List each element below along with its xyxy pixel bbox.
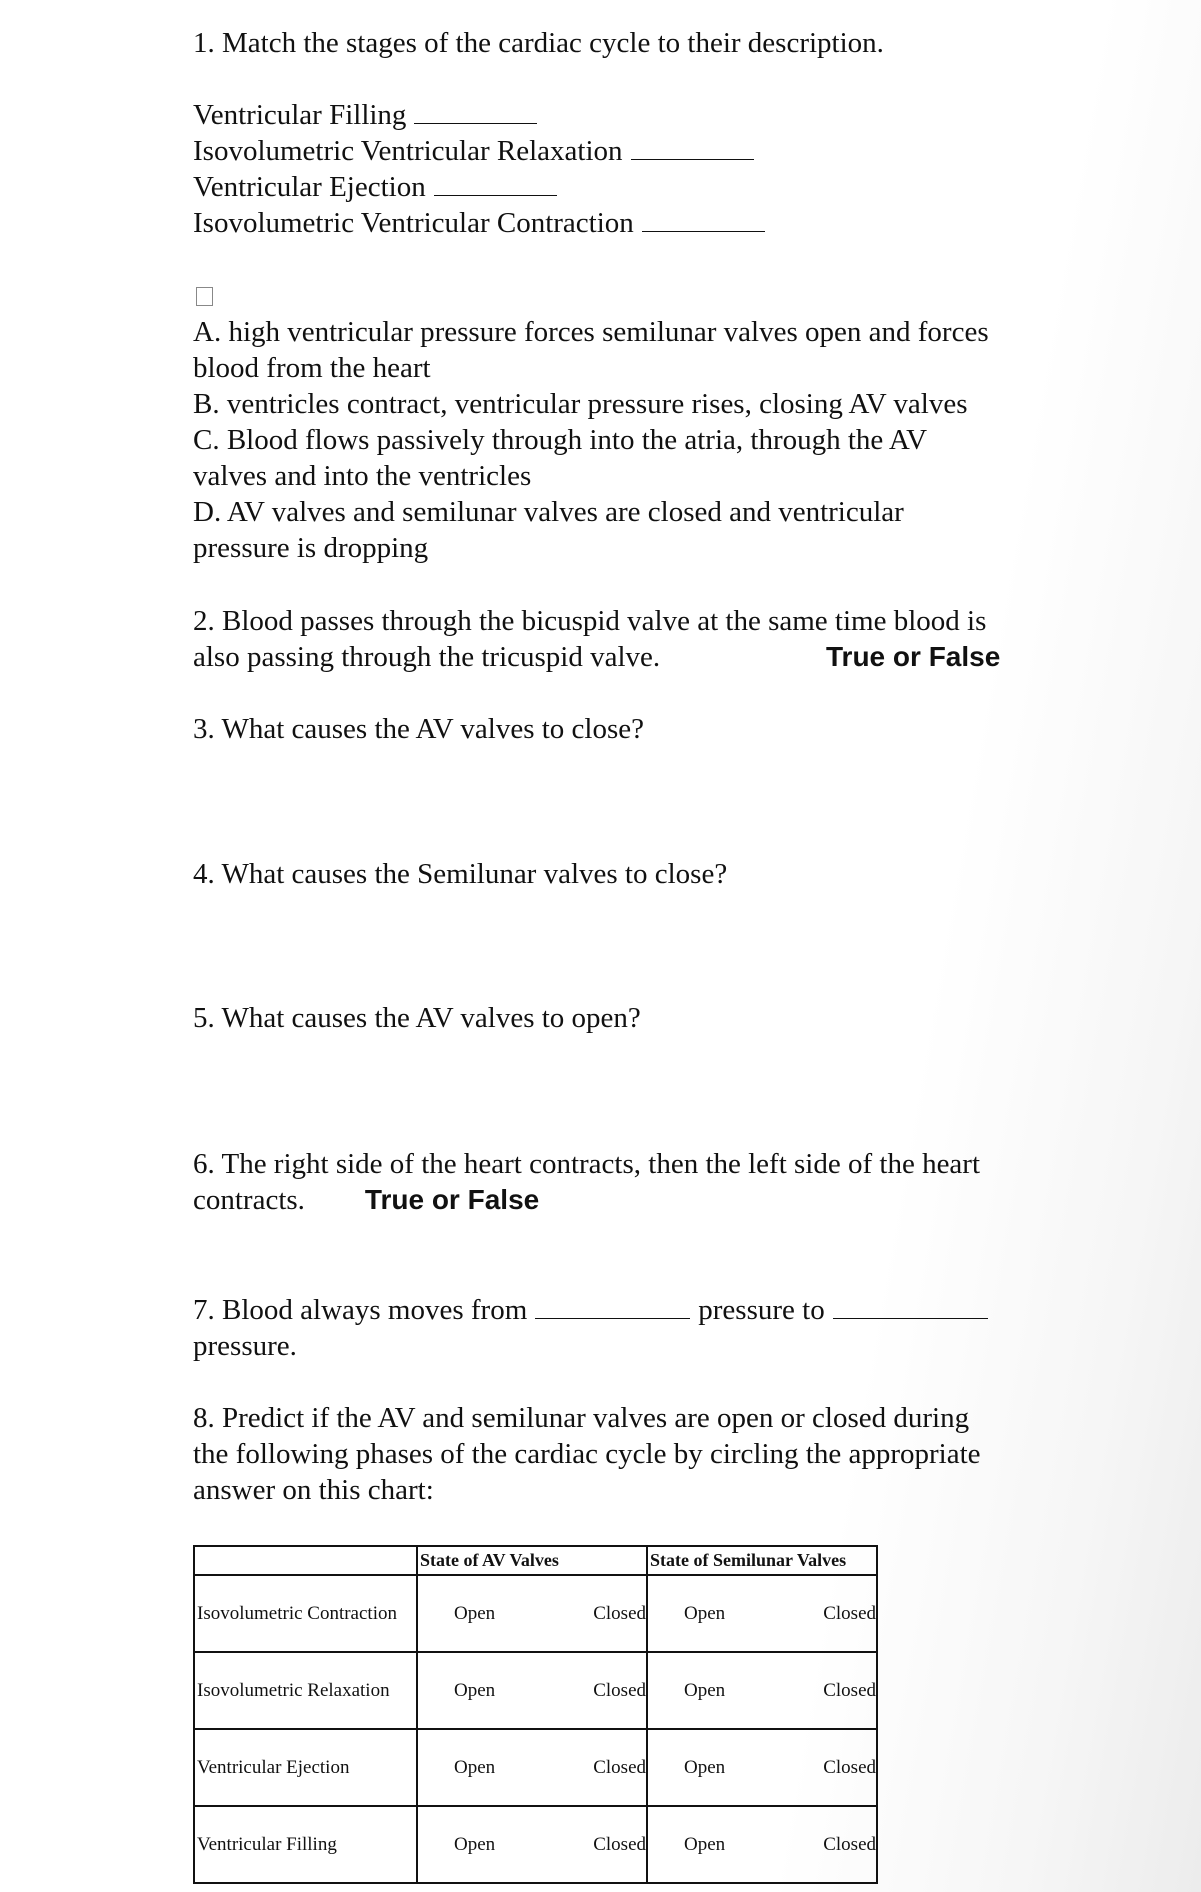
chart-header-semilunar: State of Semilunar Valves [647, 1546, 877, 1575]
closed-option[interactable]: Closed [823, 1756, 876, 1778]
checkbox[interactable] [196, 287, 213, 306]
stage-item [193, 133, 754, 169]
valve-state-chart [193, 1545, 878, 1884]
phase-label: Ventricular Filling [194, 1806, 417, 1883]
option-line: blood from the heart [193, 352, 431, 384]
question-2-text: also passing through the tricuspid valve. [193, 641, 661, 673]
av-cell [417, 1652, 647, 1729]
question-4: 4. What causes the Semilunar valves to close? [193, 858, 728, 890]
semilunar-cell [647, 1575, 877, 1652]
open-option[interactable]: Open [454, 1679, 496, 1701]
answer-blank[interactable] [833, 1292, 988, 1319]
closed-option[interactable]: Closed [593, 1756, 646, 1778]
chart-header-empty [194, 1546, 417, 1575]
question-7-line2: pressure. [193, 1330, 297, 1362]
closed-option[interactable]: Closed [593, 1602, 646, 1624]
question-5: 5. What causes the AV valves to open? [193, 1002, 641, 1034]
closed-option[interactable]: Closed [823, 1833, 876, 1855]
question-8-line: 8. Predict if the AV and semilunar valves are open or closed during [193, 1402, 970, 1434]
open-option[interactable]: Open [454, 1756, 496, 1778]
question-8-line: the following phases of the cardiac cycle by circling the appropriate [193, 1438, 981, 1470]
closed-option[interactable]: Closed [593, 1679, 646, 1701]
open-option[interactable]: Open [684, 1756, 726, 1778]
chart-header-av: State of AV Valves [417, 1546, 647, 1575]
answer-blank[interactable] [414, 97, 537, 124]
semilunar-cell [647, 1806, 877, 1883]
semilunar-cell [647, 1652, 877, 1729]
true-false-answer[interactable]: True or False [826, 641, 1001, 672]
av-cell [417, 1729, 647, 1806]
stage-label: Ventricular Ejection [193, 171, 426, 203]
chart-header-row [194, 1546, 877, 1575]
stage-label: Isovolumetric Ventricular Contraction [193, 207, 634, 239]
option-line: A. high ventricular pressure forces semilunar valves open and forces [193, 316, 989, 348]
stage-item [193, 97, 537, 133]
answer-blank[interactable] [535, 1292, 690, 1319]
table-row [194, 1729, 877, 1806]
closed-option[interactable]: Closed [823, 1602, 876, 1624]
table-row [194, 1806, 877, 1883]
open-option[interactable]: Open [454, 1602, 496, 1624]
question-1-prompt: 1. Match the stages of the cardiac cycle to their description. [193, 27, 884, 59]
question-6-line [193, 1182, 539, 1218]
stage-item [193, 169, 557, 205]
option-line: C. Blood flows passively through into the atria, through the AV [193, 424, 928, 456]
open-option[interactable]: Open [684, 1833, 726, 1855]
open-option[interactable]: Open [454, 1833, 496, 1855]
stage-item [193, 205, 765, 241]
av-cell [417, 1575, 647, 1652]
answer-blank[interactable] [434, 169, 557, 196]
open-option[interactable]: Open [684, 1679, 726, 1701]
question-6-line: 6. The right side of the heart contracts, then the left side of the heart [193, 1148, 981, 1180]
question-7-part1: 7. Blood always moves from [193, 1294, 528, 1326]
question-6-text: contracts. [193, 1184, 305, 1216]
stage-label: Isovolumetric Ventricular Relaxation [193, 135, 623, 167]
question-7-line [193, 1292, 988, 1328]
option-line: valves and into the ventricles [193, 460, 532, 492]
closed-option[interactable]: Closed [593, 1833, 646, 1855]
answer-blank[interactable] [631, 133, 754, 160]
option-line: D. AV valves and semilunar valves are closed and ventricular [193, 496, 904, 528]
av-cell [417, 1806, 647, 1883]
phase-label: Isovolumetric Contraction [194, 1575, 417, 1652]
table-row [194, 1652, 877, 1729]
open-option[interactable]: Open [684, 1602, 726, 1624]
table-row [194, 1575, 877, 1652]
true-false-answer[interactable]: True or False [364, 1184, 540, 1215]
phase-label: Ventricular Ejection [194, 1729, 417, 1806]
semilunar-cell [647, 1729, 877, 1806]
answer-blank[interactable] [642, 205, 765, 232]
question-8-line: answer on this chart: [193, 1474, 434, 1506]
question-3: 3. What causes the AV valves to close? [193, 713, 645, 745]
question-2-line [193, 639, 1001, 675]
phase-label: Isovolumetric Relaxation [194, 1652, 417, 1729]
option-line: pressure is dropping [193, 532, 429, 564]
closed-option[interactable]: Closed [823, 1679, 876, 1701]
question-2-line: 2. Blood passes through the bicuspid valve at the same time blood is [193, 605, 987, 637]
option-line: B. ventricles contract, ventricular pressure rises, closing AV valves [193, 388, 968, 420]
question-7-part2: pressure to [698, 1294, 825, 1326]
stage-label: Ventricular Filling [193, 99, 407, 131]
